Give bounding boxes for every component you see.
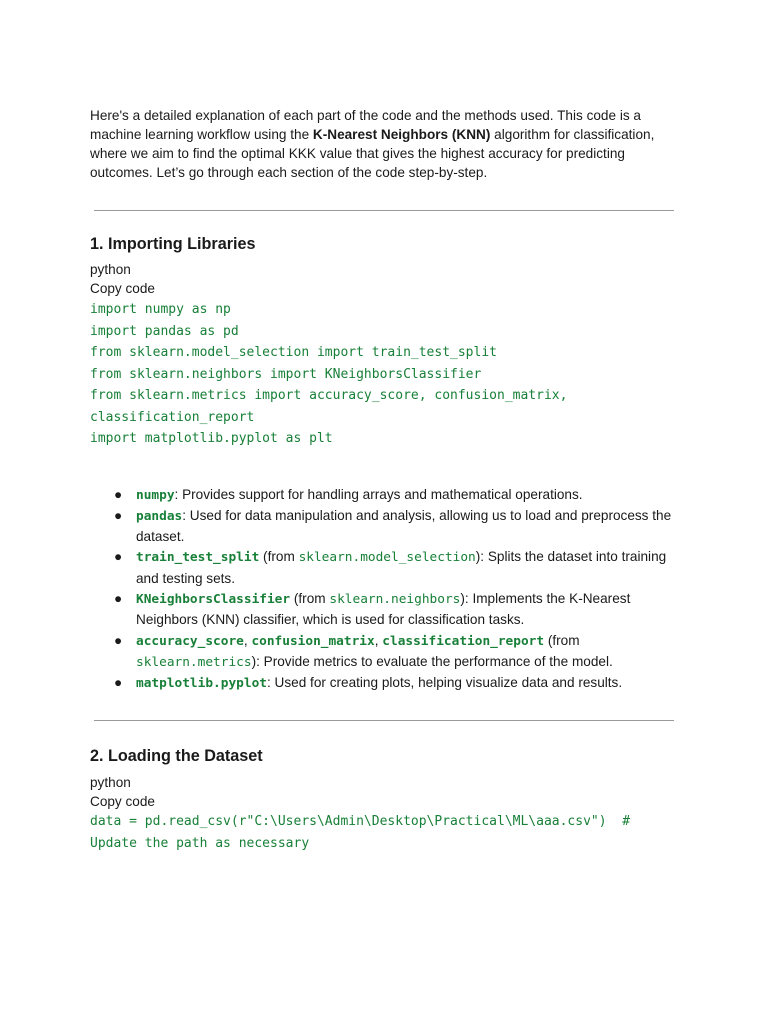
code-language-label: python [90,775,131,791]
intro-paragraph [90,106,680,182]
list-item [90,547,680,589]
document-page [90,106,680,854]
bullet-dot-icon: ● [114,549,123,565]
bullet-from-text: (from [544,632,580,648]
module-name: sklearn.neighbors [329,591,461,607]
bullet-dot-icon: ● [114,675,123,691]
module-name: sklearn.model_selection [298,550,476,566]
copy-code-label: Copy code [90,281,155,296]
list-item [90,673,680,694]
bullet-text: ): Splits the dataset into training and testing sets. [136,549,667,586]
term-kneighborsclassifier: KNeighborsClassifier [136,591,291,607]
section-divider [94,720,674,721]
term-numpy: numpy [136,487,175,503]
code-line: from sklearn.model_selection import train_test_split [90,345,497,360]
bullet-from-text: (from [259,549,299,565]
copy-code-label: Copy code [90,794,155,810]
intro-text-end: algorithm for classification, where we aim to find the optimal KKK value that gives the highest accuracy for predicting outcomes. Let’s go through each section of the code step-by-step. [90,127,655,180]
section-divider [94,210,674,211]
term-pandas: pandas [136,508,183,524]
bullet-text: : Used for data manipulation and analysis, allowing us to load and preprocess the dataset. [136,507,672,545]
list-item [90,506,680,548]
bullet-dot-icon: ● [114,486,123,502]
code-line: from sklearn.metrics import accuracy_score, confusion_matrix, [90,388,568,403]
code-line: data = pd.read_csv(r"C:\Users\Admin\Desktop\Practical\ML\aaa.csv") # [90,814,631,830]
list-item [90,631,680,674]
term-train-test-split: train_test_split [136,550,260,566]
term-separator: , [243,632,252,648]
bullet-text: ): Implements the K-Nearest Neighbors (KNN) classifier, which is used for classification tasks. [136,590,631,628]
bullet-text: : Used for creating plots, helping visualize data and results. [266,675,623,691]
code-line: classification_report [90,409,255,425]
intro-bold-knn: K-Nearest Neighbors (KNN) [312,127,491,142]
intro-text-start: Here's a detailed explanation of each part of the code and the methods used. This code is a machine learning workflow using the [90,108,641,142]
code-language-label: python [90,262,131,277]
code-block-imports [90,299,680,450]
code-line: Update the path as necessary [90,835,310,851]
library-bullet-list [90,485,680,695]
term-separator: , [374,632,383,648]
bullet-text: : Provides support for handling arrays and mathematical operations. [174,486,583,502]
code-line: import pandas as pd [90,323,239,339]
term-classification-report: classification_report [382,633,545,649]
list-item [90,485,680,506]
bullet-dot-icon: ● [114,632,123,648]
code-line: import matplotlib.pyplot as plt [90,431,333,446]
bullet-from-text: (from [290,590,330,606]
term-accuracy-score: accuracy_score [136,633,244,649]
list-item [90,589,680,631]
section-heading-importing-libraries: 1. Importing Libraries [90,235,256,253]
module-name: sklearn.metrics [136,654,252,670]
term-confusion-matrix: confusion_matrix [251,633,375,649]
code-line: from sklearn.neighbors import KNeighborsClassifier [90,366,482,382]
bullet-dot-icon: ● [114,507,123,523]
code-block-load-dataset [90,811,680,854]
section-heading-loading-dataset: 2. Loading the Dataset [90,747,263,766]
bullet-dot-icon: ● [114,590,123,606]
bullet-text: ): Provide metrics to evaluate the performance of the model. [251,653,613,669]
term-matplotlib-pyplot: matplotlib.pyplot [136,676,267,692]
code-line: import numpy as np [90,302,231,317]
